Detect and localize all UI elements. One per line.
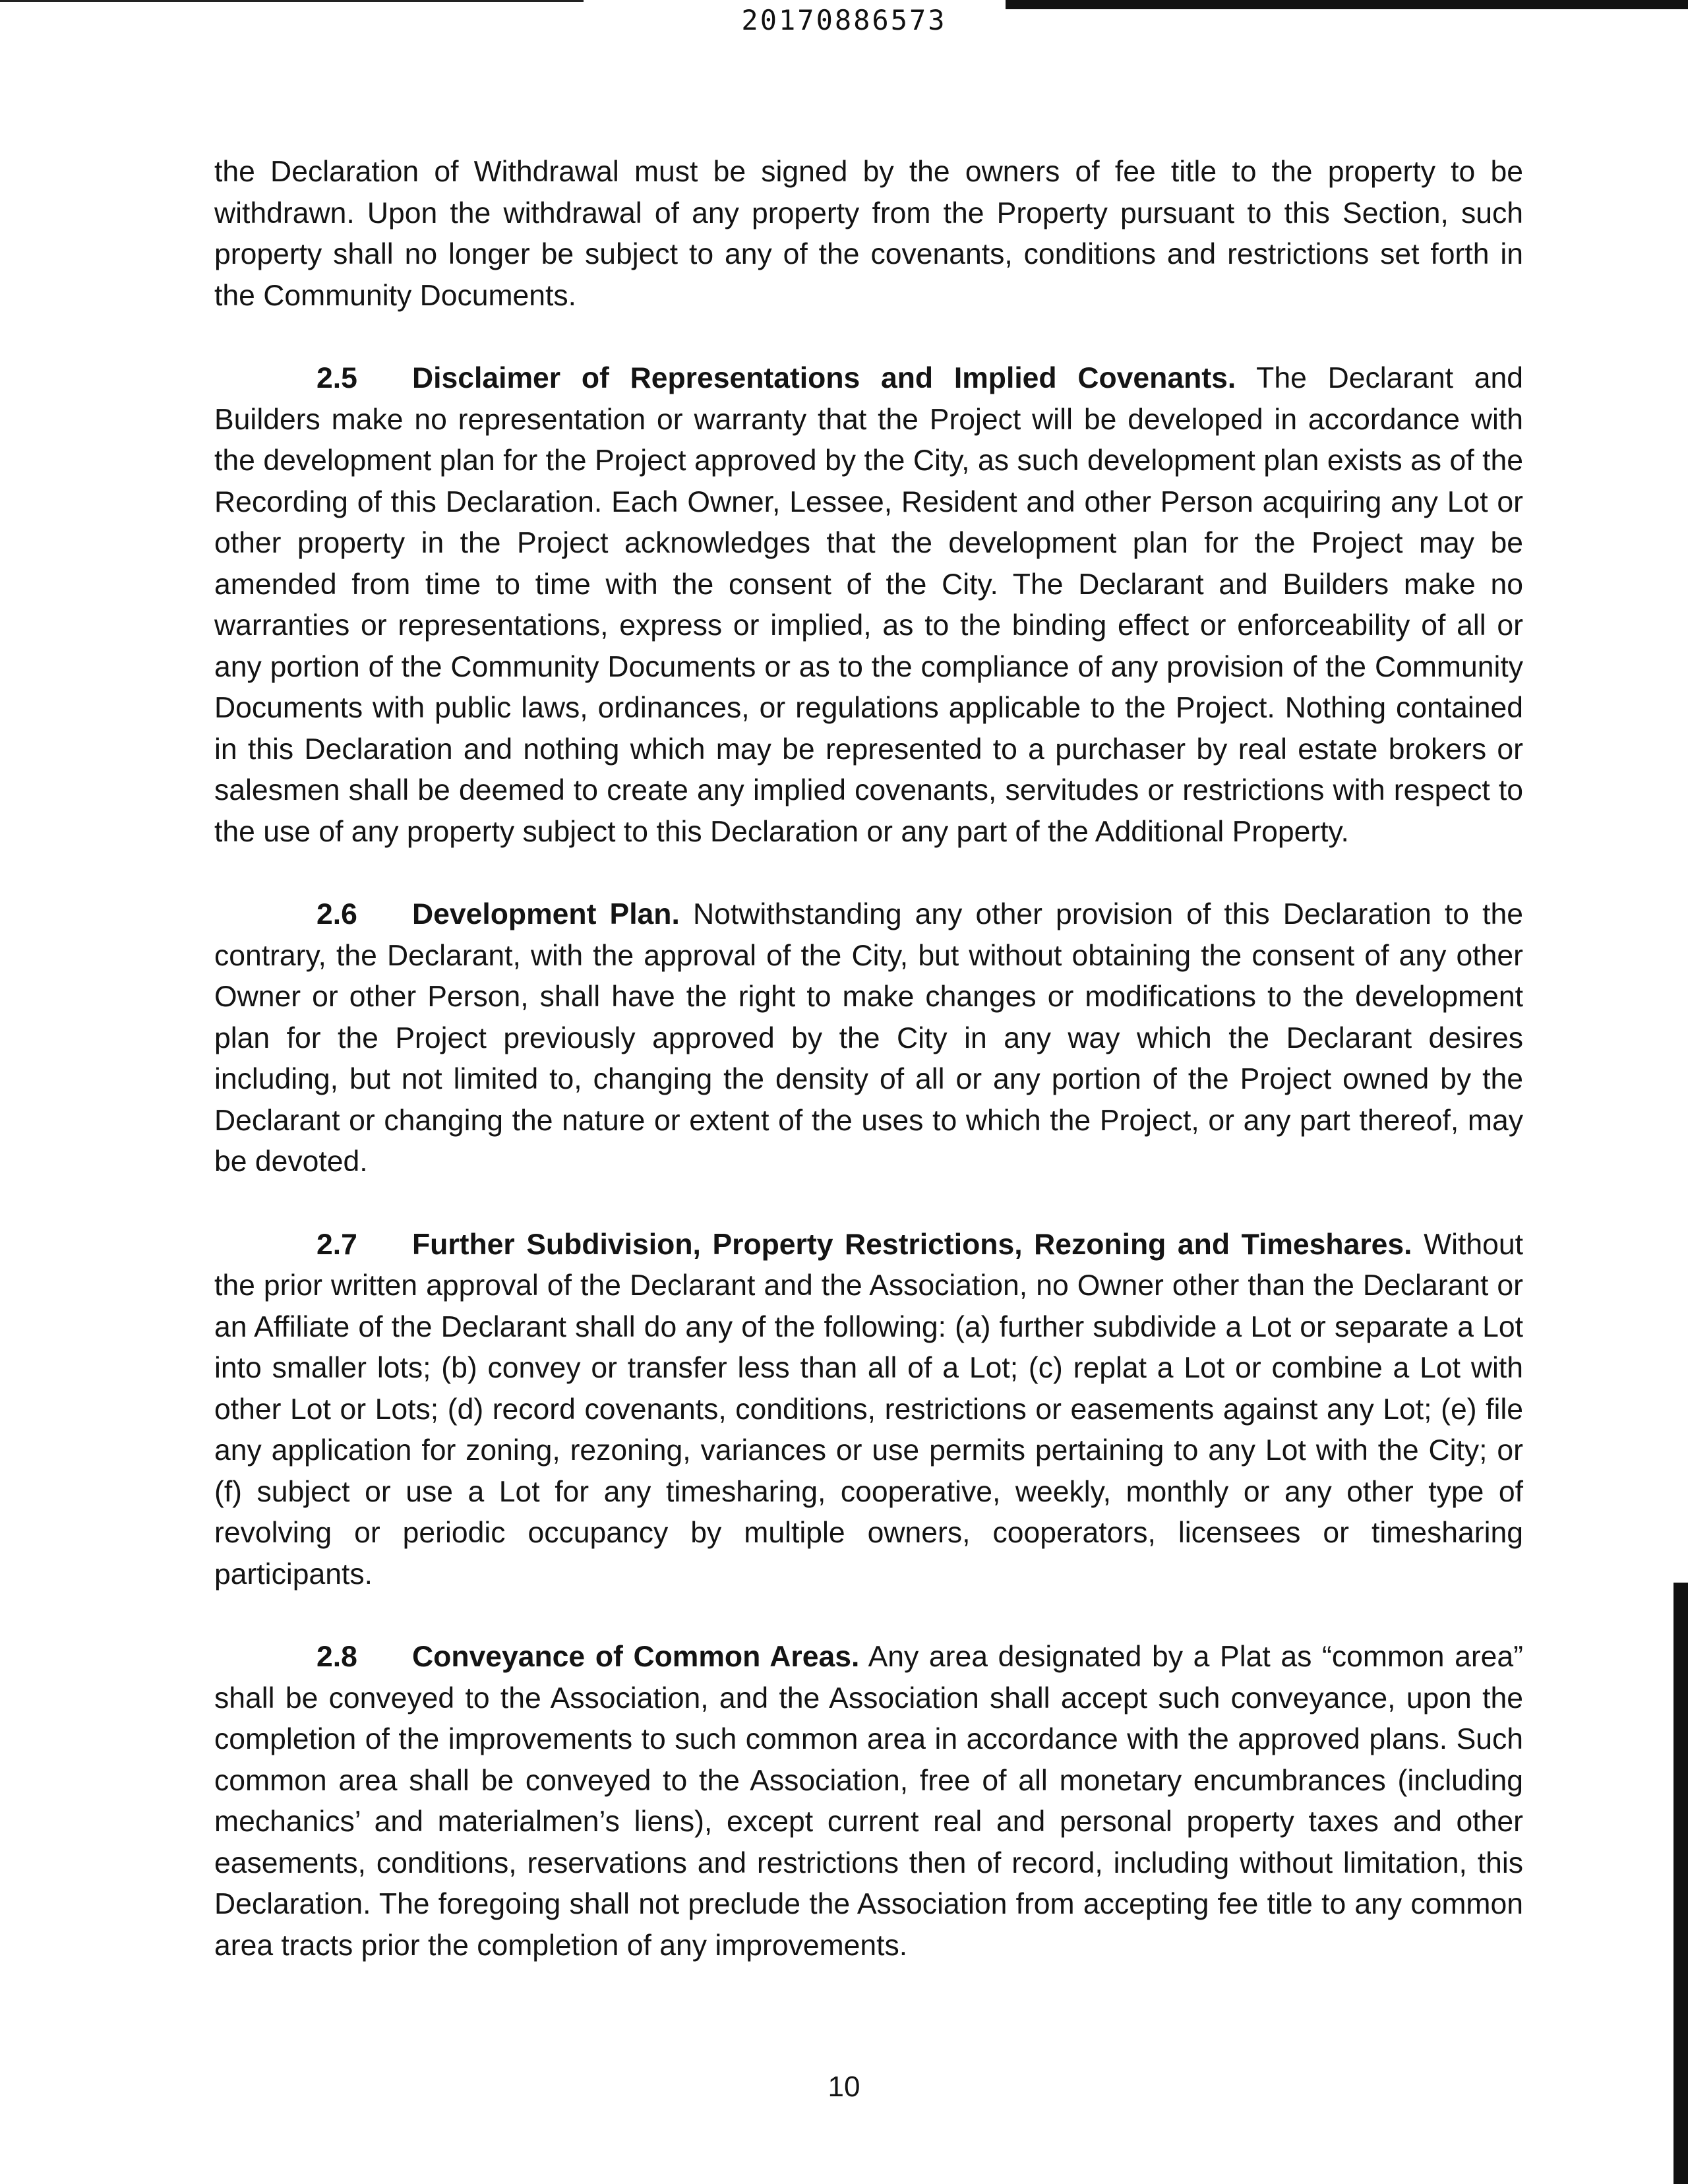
section-number: 2.5	[316, 362, 357, 394]
page-number: 10	[828, 2071, 860, 2103]
section-number: 2.6	[316, 898, 357, 930]
document-number: 20170886573	[741, 4, 947, 36]
section-title: Further Subdivision, Property Restrictions, Rezoning and Timeshares.	[412, 1228, 1412, 1261]
intro-paragraph: the Declaration of Withdrawal must be signed by the owners of fee title to the property to be withdrawn. Upon the withdrawal of any property from the Property pursuant to this Section, such property shall no longer be subject to any of the covenants, conditions and restrictions set forth in the Community Documents.	[214, 156, 1523, 312]
section-2-8	[214, 1637, 1523, 1966]
section-title: Development Plan.	[412, 898, 680, 930]
section-2-7	[214, 1225, 1523, 1596]
section-number: 2.8	[316, 1641, 357, 1673]
document-body	[214, 152, 1523, 2008]
section-2-6	[214, 894, 1523, 1183]
section-title: Disclaimer of Representations and Implied Covenants.	[412, 362, 1236, 394]
section-title: Conveyance of Common Areas.	[412, 1641, 860, 1673]
section-2-5	[214, 358, 1523, 853]
section-number: 2.7	[316, 1228, 357, 1261]
section-text: The Declarant and Builders make no representation or warranty that the Project will be developed in accordance with the development plan for the Project approved by the City, as such development plan exists as of the Recording of this Declaration. Each Owner, Lessee, Resident and other Person acquiring any Lot or other property in the Project acknowledges that the development plan for the Project may be amended from time to time with the consent of the City. The Declarant and Builders make no warranties or representations, express or implied, as to the binding effect or enforceability of all or any portion of the Community Documents or as to the compliance of any provision of the Community Documents with public laws, ordinances, or regulations applicable to the Project. Nothing contained in this Declaration and nothing which may be represented to a purchaser by real estate brokers or salesmen shall be deemed to create any implied covenants, servitudes or restrictions with respect to the use of any property subject to this Declaration or any part of the Additional Property.	[214, 362, 1524, 848]
section-text: Notwithstanding any other provision of this Declaration to the contrary, the Declarant, with the approval of the City, but without obtaining the consent of any other Owner or other Person, shall have the right to make changes or modifications to the development plan for the Project previously approved by the City in any way which the Declarant desires including, but not limited to, changing the density of all or any portion of the Project owned by the Declarant or changing the nature or extent of the uses to which the Project, or any part thereof, may be devoted.	[214, 898, 1523, 1178]
section-text: Without the prior written approval of the Declarant and the Association, no Owner other than the Declarant or an Affiliate of the Declarant shall do any of the following: (a) further subdivide a Lot or separate a Lot into smaller lots; (b) convey or transfer less than all of a Lot; (c) replat a Lot or combine a Lot with other Lot or Lots; (d) record covenants, conditions, restrictions or easements against any Lot; (e) file any application for zoning, rezoning, variances or use permits pertaining to any Lot with the City; or (f) subject or use a Lot for any timesharing, cooperative, weekly, monthly or any other type of revolving or periodic occupancy by multiple owners, cooperators, licensees or timesharing participants.	[214, 1228, 1523, 1591]
section-text: Any area designated by a Plat as “common area” shall be conveyed to the Association, and the Association shall accept such conveyance, upon the completion of the improvements to such common area in accordance with the approved plans. Such common area shall be conveyed to the Association, free of all monetary encumbrances (including mechanics’ and materialmen’s liens), except current real and personal property taxes and other easements, conditions, reservations and restrictions then of record, including without limitation, this Declaration. The foregoing shall not preclude the Association from accepting fee title to any common area tracts prior the completion of any improvements.	[214, 1641, 1523, 1962]
scan-edge-top-left	[0, 0, 584, 2]
